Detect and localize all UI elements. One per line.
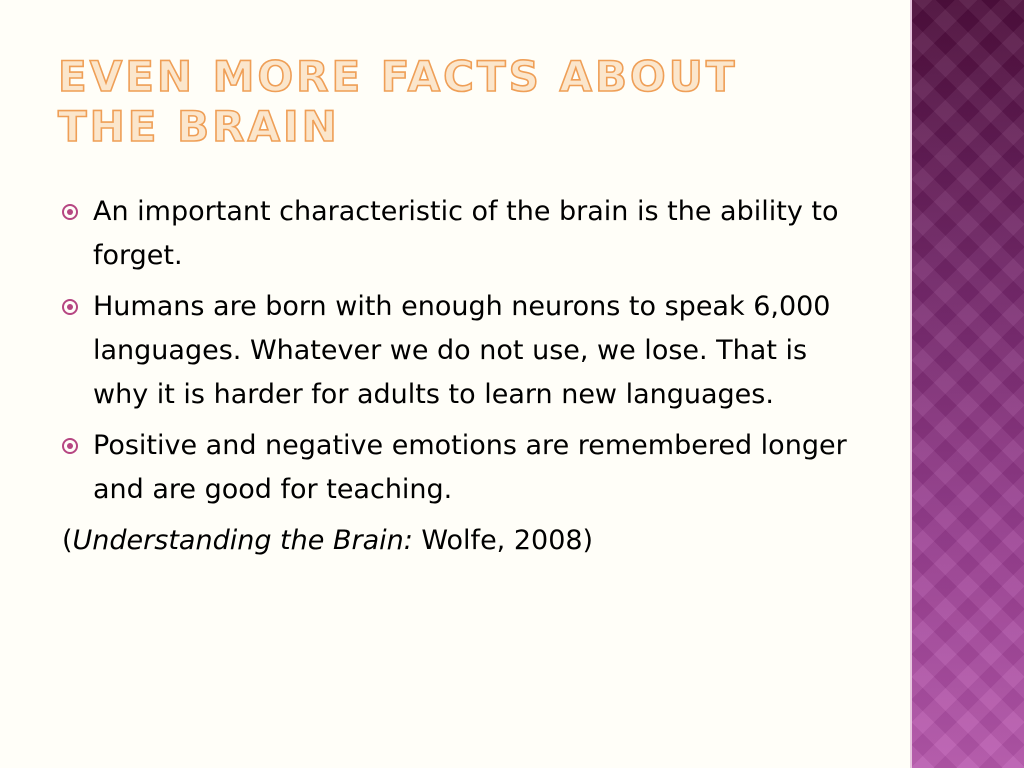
decorative-side-band (912, 0, 1024, 768)
bullet-list (62, 190, 852, 512)
bullet-icon (62, 438, 78, 454)
bullet-icon (62, 299, 78, 315)
slide-content (62, 190, 852, 563)
bullet-icon (62, 204, 78, 220)
slide-title: EVEN MORE FACTS ABOUT THE BRAIN (58, 52, 738, 151)
bullet-text: An important characteristic of the brain is the ability to forget. (93, 196, 839, 271)
bullet-item (62, 285, 852, 417)
citation-rest: Wolfe, 2008) (412, 525, 594, 556)
citation-title: Understanding the Brain: (72, 525, 413, 556)
bullet-item (62, 190, 852, 278)
citation-open-paren: ( (62, 525, 73, 556)
bullet-item (62, 424, 852, 512)
bullet-text: Positive and negative emotions are remembered longer and are good for teaching. (93, 430, 847, 505)
citation (62, 519, 852, 563)
bullet-text: Humans are born with enough neurons to speak 6,000 languages. Whatever we do not use, we lose. That is why it is harder for adults to learn new languages. (93, 291, 831, 410)
